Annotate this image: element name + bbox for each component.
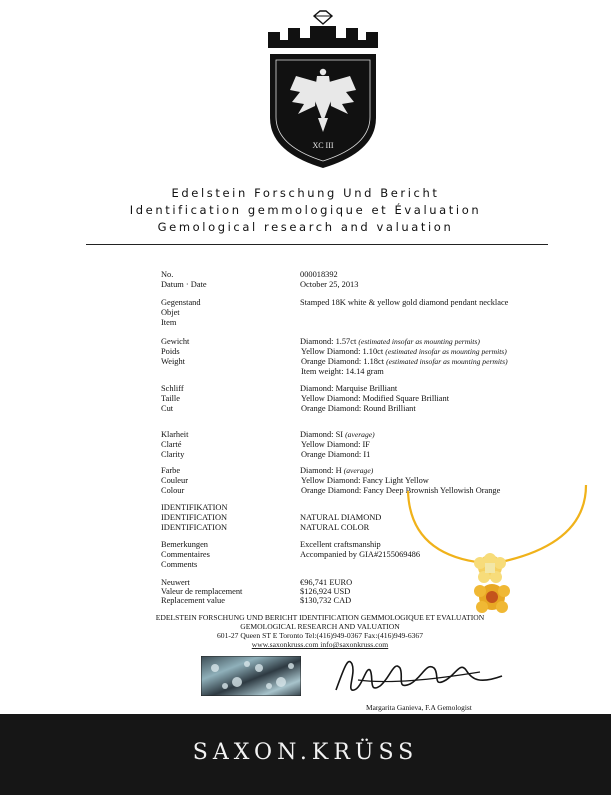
weight-value-orange: Orange Diamond: 1.18ct (estimated insofar as mounting permits)	[301, 357, 508, 366]
value-usd: $126,924 USD	[300, 587, 351, 596]
clarity-label-de: Klarheit	[161, 430, 189, 439]
colour-label-en: Colour	[161, 486, 185, 495]
cut-value-yellow: Yellow Diamond: Modified Square Brilliant	[301, 394, 450, 403]
clarity-label-fr: Clarté	[161, 440, 182, 449]
flower-pendant-top-icon	[474, 553, 506, 583]
signer-caption: Margarita Ganieva, F.A Gemologist	[366, 703, 472, 712]
cut-value-diamond: Diamond: Marquise Brilliant	[300, 384, 398, 393]
no-label: No.	[161, 270, 174, 279]
header-line-english: Gemological research and valuation	[157, 220, 454, 234]
weight-label-fr: Poids	[161, 347, 180, 356]
value-euro: €96,741 EURO	[300, 578, 353, 587]
comments-label-fr: Commentaires	[161, 550, 210, 559]
value-label-de: Neuwert	[161, 578, 190, 587]
comments-value-craft: Excellent craftsmanship	[300, 540, 381, 549]
value-cad: $130,732 CAD	[300, 596, 352, 605]
item-value: Stamped 18K white & yellow gold diamond pendant necklace	[300, 298, 509, 307]
item-label-en: Item	[161, 318, 177, 327]
colour-value-orange: Orange Diamond: Fancy Deep Brownish Yellowish Orange	[301, 486, 501, 495]
clarity-label-en: Clarity	[161, 450, 185, 459]
header-line-french: Identification gemmologique et Évaluation	[129, 203, 482, 217]
ident-value-color: NATURAL COLOR	[300, 523, 370, 532]
cut-label-en: Cut	[161, 404, 174, 413]
date-label: Datum · Date	[161, 280, 207, 289]
item-label-de: Gegenstand	[161, 298, 201, 307]
header-divider	[86, 244, 548, 245]
comments-label-en: Comments	[161, 560, 198, 569]
no-value: 000018392	[300, 270, 338, 279]
comments-value-gia: Accompanied by GIA#2155069486	[300, 550, 421, 559]
comments-label-de: Bemerkungen	[161, 540, 208, 549]
crest-logo	[262, 10, 384, 170]
cut-label-de: Schliff	[161, 384, 184, 393]
date-value: October 25, 2013	[300, 280, 359, 289]
header-line-german: Edelstein Forschung Und Bericht	[171, 186, 440, 200]
colour-label-de: Farbe	[161, 466, 181, 475]
colour-label-fr: Couleur	[161, 476, 188, 485]
cut-label-fr: Taille	[161, 394, 180, 403]
ident-label-de: IDENTIFIKATION	[161, 503, 228, 512]
ident-label-en: IDENTIFICATION	[161, 523, 228, 532]
hologram-sticker	[201, 656, 301, 696]
weight-value-item: Item weight: 14.14 gram	[301, 367, 384, 376]
footer-web-link[interactable]: www.saxonkruss.com info@saxonkruss.com	[251, 640, 389, 649]
flower-pendant-bottom-icon	[474, 584, 510, 613]
brand-wordmark: SAXON.KRÜSS	[192, 740, 419, 765]
footer-address: 601-27 Queen ST E Toronto Tel:(416)949-0367 Fax:(416)949-6367	[216, 631, 424, 640]
colour-value-diamond: Diamond: H (average)	[300, 466, 374, 475]
value-label-en: Replacement value	[161, 596, 225, 605]
clarity-value-orange: Orange Diamond: I1	[301, 450, 371, 459]
weight-value-diamond: Diamond: 1.57ct (estimated insofar as mounting permits)	[300, 337, 480, 346]
colour-value-yellow: Yellow Diamond: Fancy Light Yellow	[301, 476, 429, 485]
crest-numeral: XC III	[312, 141, 334, 150]
weight-label-de: Gewicht	[161, 337, 190, 346]
ident-value-diamond: NATURAL DIAMOND	[300, 513, 382, 522]
cut-value-orange: Orange Diamond: Round Brilliant	[301, 404, 416, 413]
signature	[330, 650, 510, 700]
footer-org-line: EDELSTEIN FORSCHUNG UND BERICHT IDENTIFICATION GEMMOLOGIQUE ET EVALUATION	[155, 613, 485, 622]
item-label-fr: Objet	[161, 308, 180, 317]
value-label-fr: Valeur de remplacement	[161, 587, 243, 596]
diamond-icon	[314, 11, 332, 24]
weight-value-yellow: Yellow Diamond: 1.10ct (estimated insofar as mounting permits)	[301, 347, 507, 356]
footer-org-line-2: GEMOLOGICAL RESEARCH AND VALUATION	[240, 622, 400, 631]
clarity-value-yellow: Yellow Diamond: IF	[301, 440, 370, 449]
weight-label-en: Weight	[161, 357, 185, 366]
ident-label-fr: IDENTIFICATION	[161, 513, 228, 522]
clarity-value-diamond: Diamond: SI (average)	[300, 430, 375, 439]
